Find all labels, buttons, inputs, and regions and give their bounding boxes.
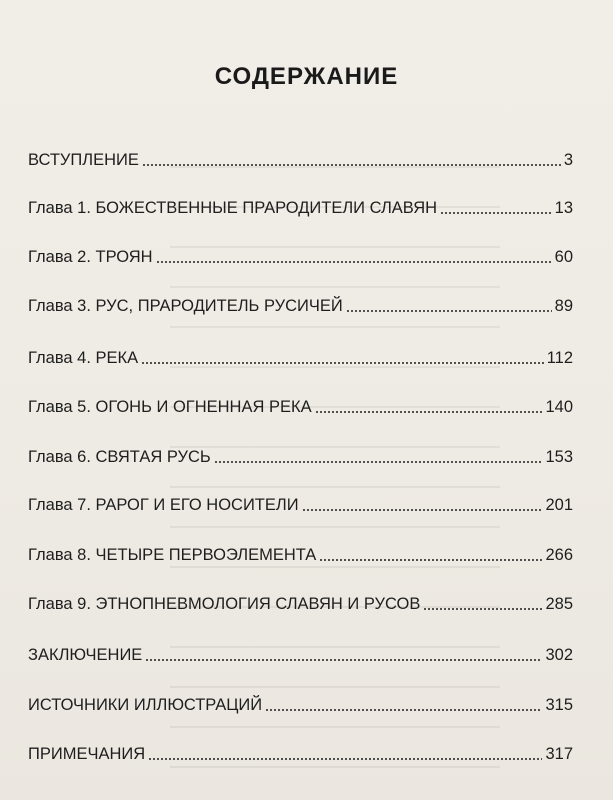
toc-entry[interactable]: [28, 194, 573, 218]
toc-entry-page: 60: [554, 248, 573, 266]
toc-entry-page: 140: [545, 398, 573, 416]
toc-entry-label: Глава 4. РЕКА: [28, 349, 139, 367]
toc-entry-label: Глава 1. БОЖЕСТВЕННЫЕ ПРАРОДИТЕЛИ СЛАВЯН: [28, 199, 438, 217]
toc-entry-label: ВСТУПЛЕНИЕ: [28, 151, 139, 169]
toc-entry[interactable]: [28, 443, 573, 467]
toc-entry-label: ПРИМЕЧАНИЯ: [28, 745, 146, 763]
toc-entry-page: 112: [546, 349, 573, 367]
dot-leader: [156, 261, 552, 263]
toc-entry-page: 89: [554, 297, 573, 315]
toc-entry[interactable]: [28, 740, 573, 764]
toc-entry-label: Глава 8. ЧЕТЫРЕ ПЕРВОЭЛЕМЕНТА: [28, 546, 317, 564]
toc-entry-page: 13: [554, 199, 573, 217]
dot-leader: [346, 310, 552, 312]
toc-entry[interactable]: [28, 243, 573, 267]
dot-leader: [315, 411, 543, 413]
dot-leader: [319, 559, 542, 561]
dot-leader: [214, 461, 543, 463]
toc-entry[interactable]: [28, 146, 573, 170]
dot-leader: [142, 164, 561, 166]
toc-entry-label: Глава 9. ЭТНОПНЕВМОЛОГИЯ СЛАВЯН И РУСОВ: [28, 595, 421, 613]
toc-entry-page: 153: [545, 448, 573, 466]
toc-entry-page: 302: [545, 646, 573, 664]
dot-leader: [148, 758, 542, 760]
toc-entry-label: Глава 5. ОГОНЬ И ОГНЕННАЯ РЕКА: [28, 398, 312, 416]
toc-entry-label: ИСТОЧНИКИ ИЛЛЮСТРАЦИЙ: [28, 696, 263, 714]
toc-entry[interactable]: [28, 491, 573, 515]
toc-entry-page: 3: [563, 151, 573, 169]
toc-entry[interactable]: [28, 344, 573, 368]
toc-entry-page: 315: [545, 696, 573, 714]
dot-leader: [265, 709, 542, 711]
toc-entry-page: 266: [545, 546, 573, 564]
toc-entry-page: 201: [545, 496, 573, 514]
toc-entry-label: Глава 3. РУС, ПРАРОДИТЕЛЬ РУСИЧЕЙ: [28, 297, 343, 315]
toc-entry[interactable]: [28, 590, 573, 614]
dot-leader: [302, 509, 543, 511]
dot-leader: [145, 659, 542, 661]
toc-entry-label: Глава 7. РАРОГ И ЕГО НОСИТЕЛИ: [28, 496, 299, 514]
toc-entry[interactable]: [28, 691, 573, 715]
toc-entry[interactable]: [28, 541, 573, 565]
toc-entry[interactable]: [28, 393, 573, 417]
page-title: СОДЕРЖАНИЕ: [214, 63, 399, 90]
dot-leader: [141, 362, 544, 364]
toc-entry-page: 285: [545, 595, 573, 613]
dot-leader: [440, 212, 552, 214]
toc-entry-label: Глава 2. ТРОЯН: [28, 248, 153, 266]
toc-entry[interactable]: [28, 292, 573, 316]
toc-entry[interactable]: [28, 641, 573, 665]
dot-leader: [423, 608, 542, 610]
toc-entry-page: 317: [545, 745, 573, 763]
toc-entry-label: ЗАКЛЮЧЕНИЕ: [28, 646, 143, 664]
toc-entry-label: Глава 6. СВЯТАЯ РУСЬ: [28, 448, 211, 466]
